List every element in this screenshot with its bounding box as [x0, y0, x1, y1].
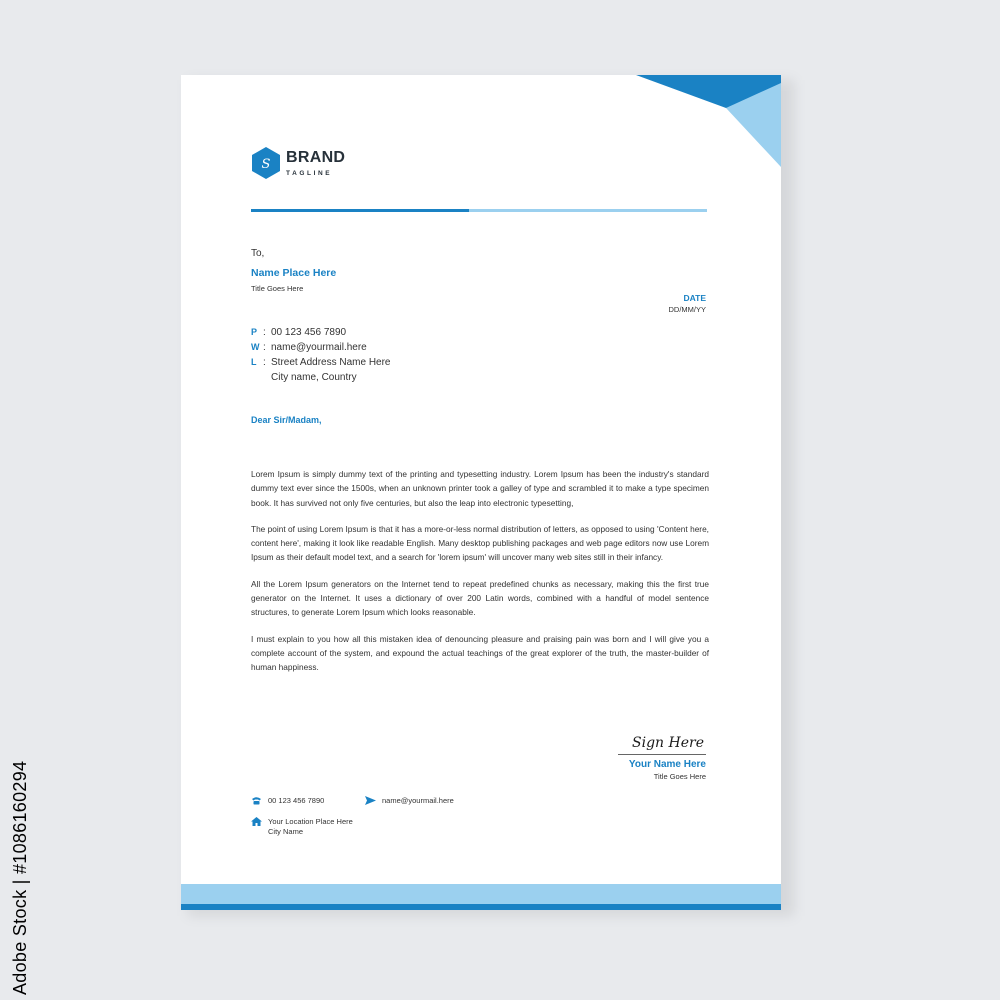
brand-name: BRAND — [286, 148, 346, 166]
contact-key — [251, 370, 263, 385]
paragraph: The point of using Lorem Ipsum is that it has a more-or-less normal distribution of letters, as opposed to using 'Content here, content here', making it look like readable English. Many desktop publishing packages and web page editors now use Lorem Ipsum as their default model text, and a search for 'lorem ipsum' will uncover many web sites still in their infancy. — [251, 523, 709, 563]
signature-script: Sign Here — [632, 735, 704, 751]
hexagon-logo-icon — [251, 146, 281, 180]
greeting: Dear Sir/Madam, — [251, 415, 322, 425]
signature-line — [618, 754, 706, 755]
contact-row-phone — [251, 325, 391, 340]
recipient-name: Name Place Here — [251, 267, 337, 279]
contact-block — [251, 325, 391, 385]
brand-logo — [251, 146, 345, 180]
recipient-title: Title Goes Here — [251, 284, 304, 293]
phone-icon — [251, 796, 262, 805]
letterhead-page — [181, 75, 781, 910]
paragraph: All the Lorem Ipsum generators on the Internet tend to repeat predefined chunks as necessary, making this the first true generator on the Internet. It uses a dictionary of over 200 Latin words, combined with a handful of model sentence structures, to generate Lorem Ipsum which looks reasonable. — [251, 578, 709, 618]
footer-location — [251, 817, 353, 836]
contact-sep: : — [263, 327, 266, 338]
paragraph: Lorem Ipsum is simply dummy text of the printing and typesetting industry. Lorem Ipsum has been the industry's standard dummy text ever since the 1500s, when an unknown printer took a galley of type and scrambled it to make a type specimen book. It has survived not only five centuries, but also the leap into electronic typesetting, — [251, 469, 709, 508]
signer-name: Your Name Here — [628, 759, 706, 770]
footer-phone-text: 00 123 456 7890 — [268, 796, 325, 805]
date-label: DATE — [683, 293, 706, 303]
stock-id-label: Adobe Stock | #1086160294 — [10, 760, 30, 995]
footer-email — [365, 796, 454, 805]
send-icon — [365, 796, 376, 805]
contact-sep — [263, 370, 271, 385]
footer-email-text: name@yourmail.here — [382, 796, 454, 805]
header-rule-light — [469, 209, 707, 212]
home-icon — [251, 817, 262, 826]
contact-key: L — [251, 357, 257, 367]
contact-value: Street Address Name Here — [271, 357, 391, 368]
to-label: To, — [251, 248, 265, 259]
contact-value: name@yourmail.here — [271, 342, 367, 353]
contact-value: City name, Country — [271, 372, 357, 383]
contact-sep: : — [263, 342, 266, 353]
contact-key: P — [251, 327, 258, 337]
letter-body — [251, 467, 709, 687]
contact-value: 00 123 456 7890 — [271, 327, 347, 338]
contact-row-location — [251, 355, 391, 370]
signature-block — [618, 735, 706, 781]
date-value: DD/MM/YY — [668, 305, 706, 314]
svg-text:S: S — [261, 157, 271, 172]
footer-location-line2: City Name — [268, 826, 304, 836]
contact-sep: : — [263, 357, 266, 368]
contact-row-city — [251, 370, 391, 385]
paragraph: I must explain to you how all this mistaken idea of denouncing pleasure and praising pain was born and I will give you a complete account of the system, and expound the actual teachings of the great explorer of the truth, the master-builder of human happiness. — [251, 633, 709, 673]
contact-row-web — [251, 340, 391, 355]
corner-decoration — [636, 75, 781, 170]
footer-phone — [251, 796, 324, 805]
header-rule-dark — [251, 209, 469, 212]
contact-key: W — [251, 342, 260, 352]
brand-tagline: TAGLINE — [286, 169, 333, 177]
footer-band-dark — [181, 904, 781, 910]
signer-title: Title Goes Here — [653, 772, 706, 781]
footer-location-line1: Your Location Place Here — [268, 817, 353, 826]
